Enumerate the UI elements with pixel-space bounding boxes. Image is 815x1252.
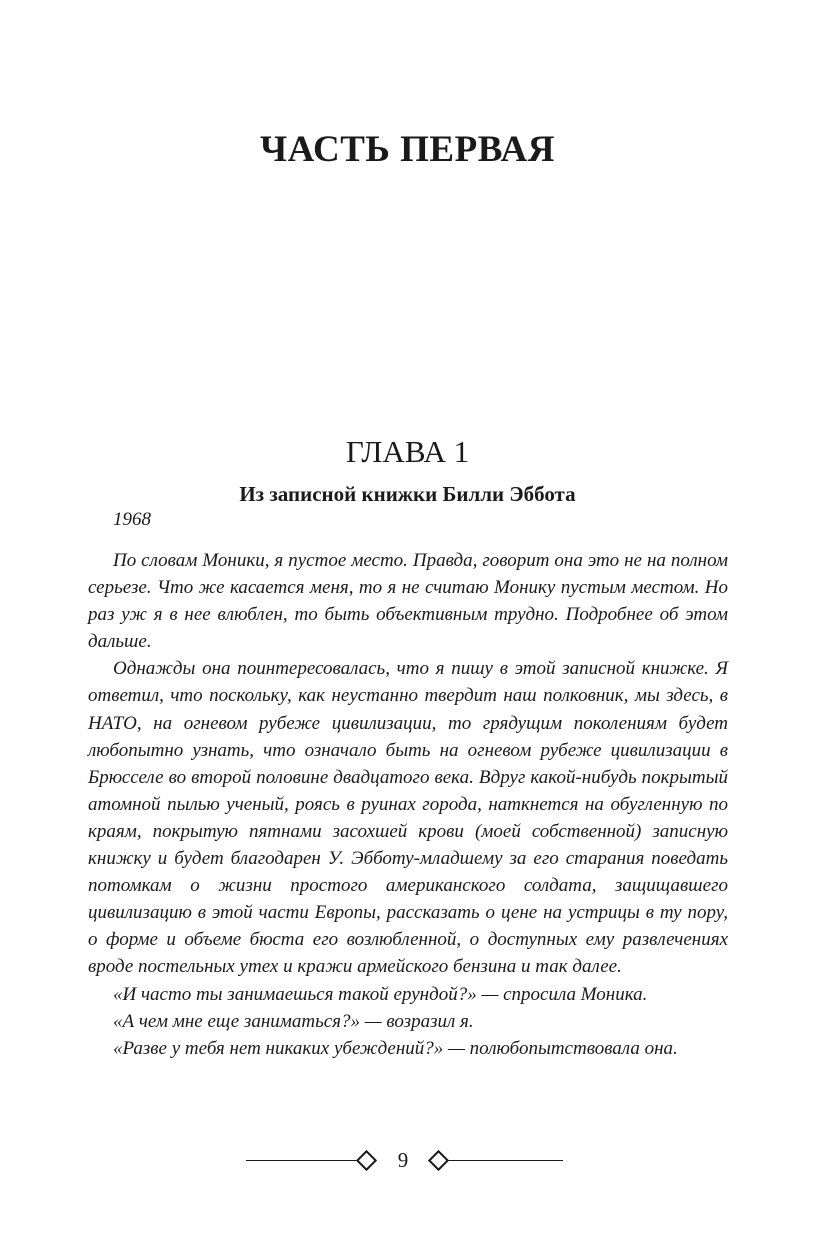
diamond-ornament-icon [356, 1150, 377, 1171]
part-title: ЧАСТЬ ПЕРВАЯ [260, 129, 555, 170]
diamond-ornament-icon [428, 1150, 449, 1171]
paragraph: Однажды она поинтересовалась, что я пишу в этой записной книжке. Я ответил, что поскольку, как неустанно твердит наш полковник, мы здесь, в НАТО, на огневом рубеже цивилизации, то грядущим поколениям будет любопытно узнать, что означало быть на огневом рубеже цивилизации в Брюсселе во второй половине двадцатого века. Вдруг какой-нибудь покрытый атомной пылью ученый, роясь в руинах города, наткнется на обугленную по краям, покрытую пятнами засохшей крови (моей собственной) записную книжку и будет благодарен У. Эбботу-младшему за его старания поведать потомкам о жизни простого американского солдата, защищавшего цивилизацию в этой части Европы, рассказать о цене на устрицы в ту пору, о форме и объеме бюста его возлюбленной, о доступных ему развлечениях вроде постельных утех и кражи армейского бензина и так далее. [88, 658, 728, 978]
year-heading: 1968 [113, 509, 151, 530]
chapter-subtitle: Из записной книжки Билли Эббота [239, 482, 576, 506]
paragraph: «И часто ты занимаешься такой ерундой?» — спросила Моника. [113, 983, 648, 1005]
paragraph: «Разве у тебя нет никаких убеждений?» — полюбопытствовала она. [113, 1037, 678, 1059]
paragraph: По словам Моники, я пустое место. Правда, говорит она это не на полном серьезе. Что же касается меня, то я не считаю Монику пустым местом. Но раз уж я в нее влюблен, то быть объективным трудно. Подробнее об этом дальше. [88, 550, 728, 653]
chapter-body [88, 547, 728, 1062]
page-footer [0, 1148, 815, 1176]
footer-rule-left [246, 1160, 359, 1161]
chapter-title: ГЛАВА 1 [345, 434, 470, 469]
paragraph: «А чем мне еще заниматься?» — возразил я. [113, 1010, 474, 1032]
page-number: 9 [397, 1148, 409, 1172]
footer-rule-right [447, 1160, 563, 1161]
